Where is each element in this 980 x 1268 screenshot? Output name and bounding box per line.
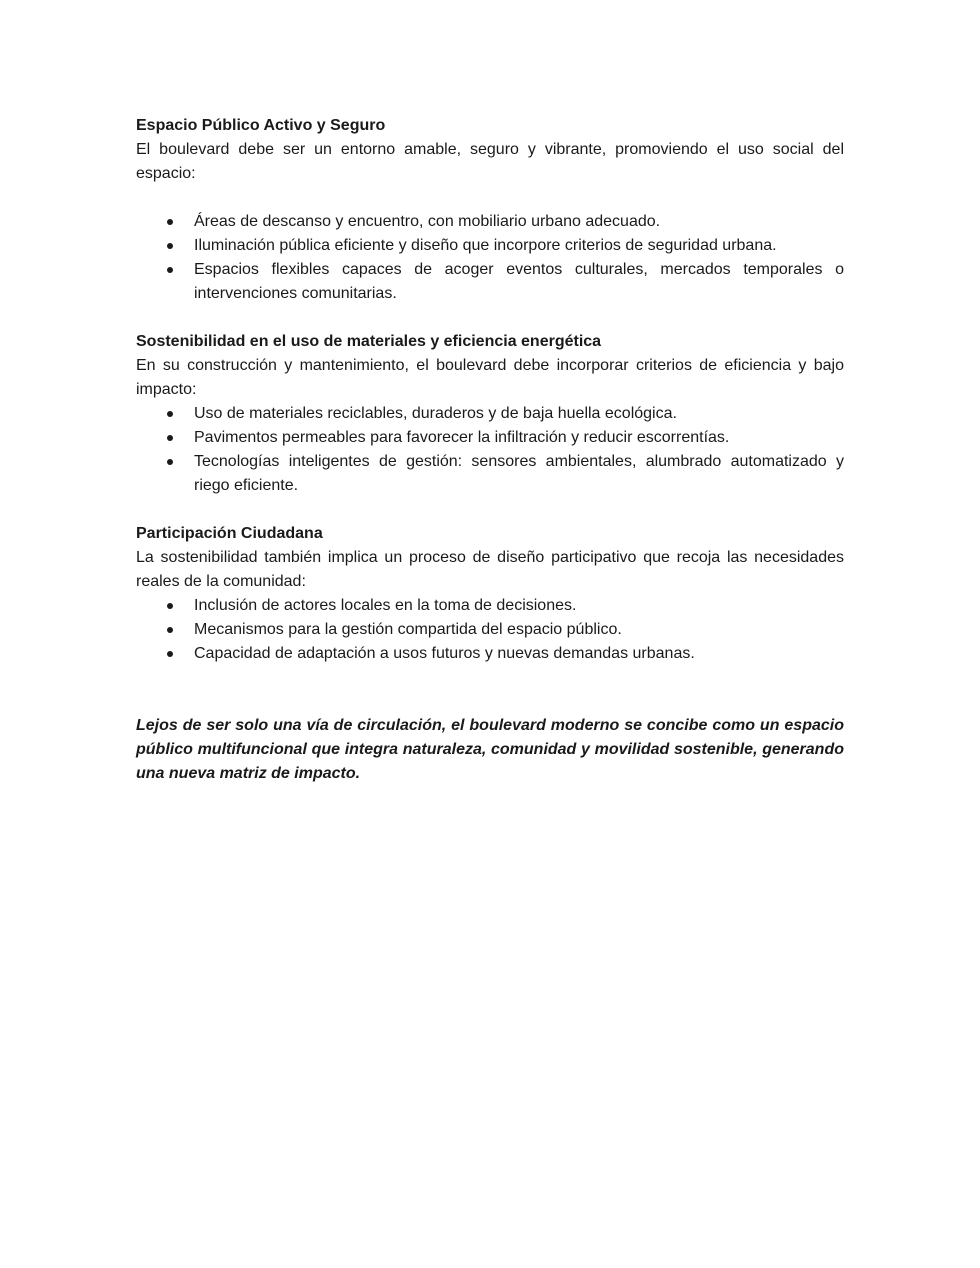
bullet-icon — [167, 243, 173, 249]
list-item — [136, 210, 844, 234]
bullet-icon — [167, 627, 173, 633]
list-item — [136, 402, 844, 426]
list-item — [136, 618, 844, 642]
section-heading: Participación Ciudadana — [136, 525, 323, 542]
section-espacio-publico — [136, 114, 844, 306]
list-item-text: Áreas de descanso y encuentro, con mobiliario urbano adecuado. — [194, 213, 661, 230]
list-item — [136, 594, 844, 618]
list-item-text: Iluminación pública eficiente y diseño que incorpore criterios de seguridad urbana. — [194, 237, 777, 254]
list-item-text: Espacios flexibles capaces de acoger eventos culturales, mercados temporales o intervenciones comunitarias. — [194, 261, 844, 302]
section-intro: En su construcción y mantenimiento, el boulevard debe incorporar criterios de eficiencia y bajo impacto: — [136, 357, 844, 398]
list-item — [136, 234, 844, 258]
bullet-list — [136, 402, 844, 498]
section-heading: Sostenibilidad en el uso de materiales y eficiencia energética — [136, 333, 602, 350]
bullet-list — [136, 210, 844, 306]
closing-statement: Lejos de ser solo una vía de circulación, el boulevard moderno se concibe como un espacio público multifuncional que integra naturaleza, comunidad y movilidad sostenible, generando una nueva matriz de impacto. — [136, 717, 844, 782]
list-item — [136, 426, 844, 450]
section-participacion — [136, 522, 844, 666]
list-item-text: Capacidad de adaptación a usos futuros y nuevas demandas urbanas. — [194, 645, 695, 662]
list-item — [136, 258, 844, 306]
bullet-list — [136, 594, 844, 666]
bullet-icon — [167, 459, 173, 465]
section-heading: Espacio Público Activo y Seguro — [136, 117, 386, 134]
document-body — [136, 114, 844, 802]
bullet-icon — [167, 435, 173, 441]
list-item-text: Mecanismos para la gestión compartida del espacio público. — [194, 621, 622, 638]
list-item — [136, 642, 844, 666]
list-item-text: Pavimentos permeables para favorecer la infiltración y reducir escorrentías. — [194, 429, 730, 446]
bullet-icon — [167, 651, 173, 657]
list-item-text: Inclusión de actores locales en la toma de decisiones. — [194, 597, 577, 614]
list-item-text: Tecnologías inteligentes de gestión: sensores ambientales, alumbrado automatizado y riego eficiente. — [194, 453, 844, 494]
list-item-text: Uso de materiales reciclables, duraderos y de baja huella ecológica. — [194, 405, 677, 422]
list-item — [136, 450, 844, 498]
bullet-icon — [167, 219, 173, 225]
bullet-icon — [167, 267, 173, 273]
bullet-icon — [167, 603, 173, 609]
section-sostenibilidad — [136, 330, 844, 498]
section-intro: El boulevard debe ser un entorno amable, seguro y vibrante, promoviendo el uso social del espacio: — [136, 141, 844, 182]
bullet-icon — [167, 411, 173, 417]
section-intro: La sostenibilidad también implica un proceso de diseño participativo que recoja las necesidades reales de la comunidad: — [136, 549, 844, 590]
